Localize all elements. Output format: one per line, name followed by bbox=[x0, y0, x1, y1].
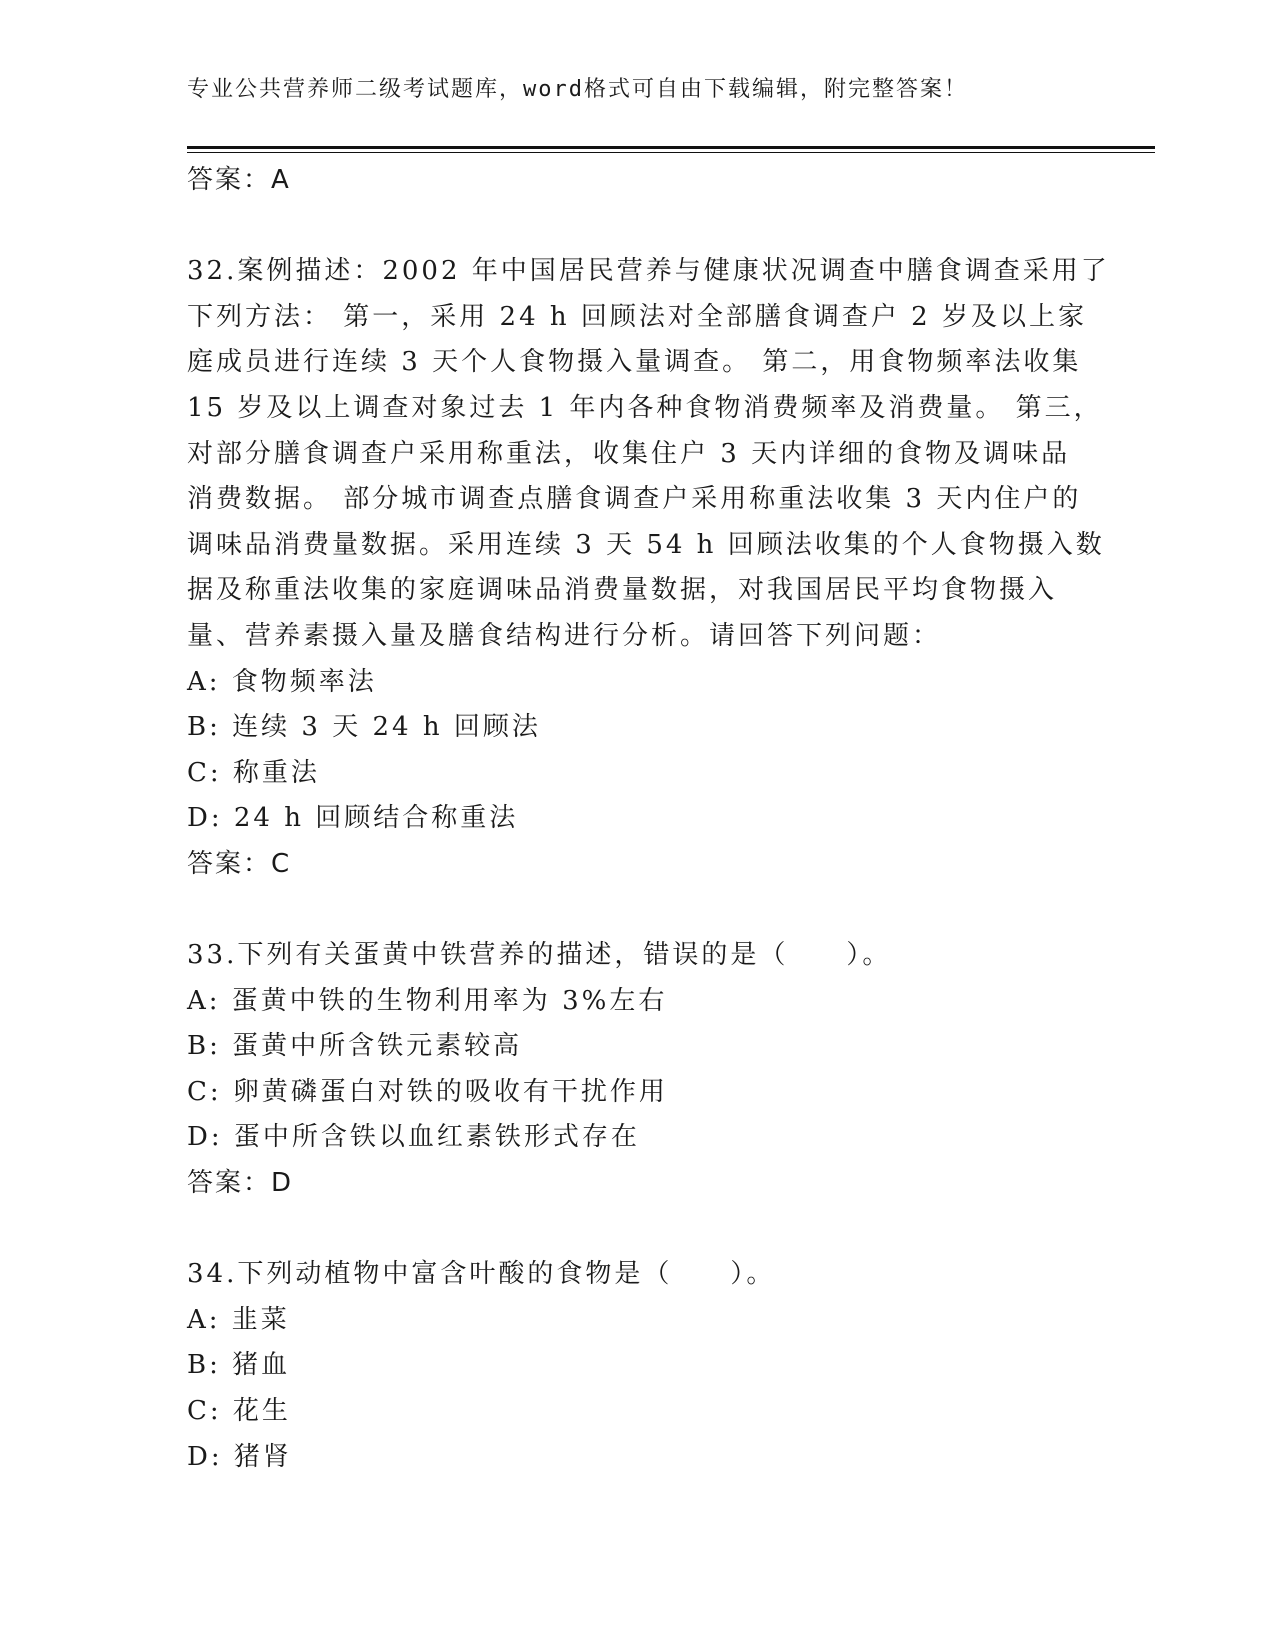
question-32-option-a: A: 食物频率法 bbox=[187, 666, 377, 697]
header-rule-thin bbox=[187, 152, 1155, 153]
question-33-stem: 33.下列有关蛋黄中铁营养的描述，错误的是（ ）。 bbox=[187, 940, 892, 971]
page-header: 专业公共营养师二级考试题库，word格式可自由下载编辑，附完整答案！ bbox=[187, 77, 968, 102]
question-33-option-b: B: 蛋黄中所含铁元素较高 bbox=[187, 1031, 523, 1062]
header-rule-thick bbox=[187, 146, 1155, 149]
document-body bbox=[187, 158, 1110, 1480]
question-32-option-b: B: 连续 3 天 24 h 回顾法 bbox=[187, 712, 541, 743]
question-32-line: 下列方法： 第一，采用 24 h 回顾法对全部膳食调查户 2 岁及以上家 bbox=[187, 301, 1087, 332]
question-33-option-c: C: 卵黄磷蛋白对铁的吸收有干扰作用 bbox=[187, 1076, 668, 1107]
question-32-option-c: C: 称重法 bbox=[187, 757, 320, 788]
question-32-option-d: D: 24 h 回顾结合称重法 bbox=[187, 803, 519, 834]
question-34-option-b: B: 猪血 bbox=[187, 1350, 291, 1381]
question-33-option-d: D: 蛋中所含铁以血红素铁形式存在 bbox=[187, 1122, 640, 1153]
question-33-option-a: A: 蛋黄中铁的生物利用率为 3%左右 bbox=[187, 985, 668, 1016]
question-32-line: 量、营养素摄入量及膳食结构进行分析。请回答下列问题： bbox=[187, 620, 942, 651]
question-32-line: 对部分膳食调查户采用称重法，收集住户 3 天内详细的食物及调味品 bbox=[187, 438, 1071, 469]
question-34-option-c: C: 花生 bbox=[187, 1396, 291, 1427]
question-34-option-a: A: 韭菜 bbox=[187, 1304, 290, 1335]
question-34 bbox=[187, 1252, 1087, 1480]
question-32-line: 调味品消费量数据。采用连续 3 天 54 h 回顾法收集的个人食物摄入数 bbox=[187, 529, 1105, 560]
question-32-line: 32.案例描述：2002 年中国居民营养与健康状况调查中膳食调查采用了 bbox=[187, 256, 1110, 287]
answer-q32: 答案：C bbox=[187, 848, 292, 879]
answer-q31: 答案：A bbox=[187, 165, 291, 195]
question-32 bbox=[187, 249, 1110, 887]
answer-q33: 答案：D bbox=[187, 1168, 294, 1199]
question-34-stem: 34.下列动植物中富含叶酸的食物是（ ）。 bbox=[187, 1259, 776, 1290]
question-32-line: 庭成员进行连续 3 天个人食物摄入量调查。 第二，用食物频率法收集 bbox=[187, 347, 1082, 378]
question-34-option-d: D: 猪肾 bbox=[187, 1441, 292, 1472]
question-32-line: 15 岁及以上调查对象过去 1 年内各种食物消费频率及消费量。 第三， bbox=[187, 392, 1103, 423]
question-32-line: 消费数据。 部分城市调查点膳食调查户采用称重法收集 3 天内住户的 bbox=[187, 484, 1082, 515]
question-33 bbox=[187, 933, 1087, 1207]
question-32-line: 据及称重法收集的家庭调味品消费量数据，对我国居民平均食物摄入 bbox=[187, 575, 1058, 606]
